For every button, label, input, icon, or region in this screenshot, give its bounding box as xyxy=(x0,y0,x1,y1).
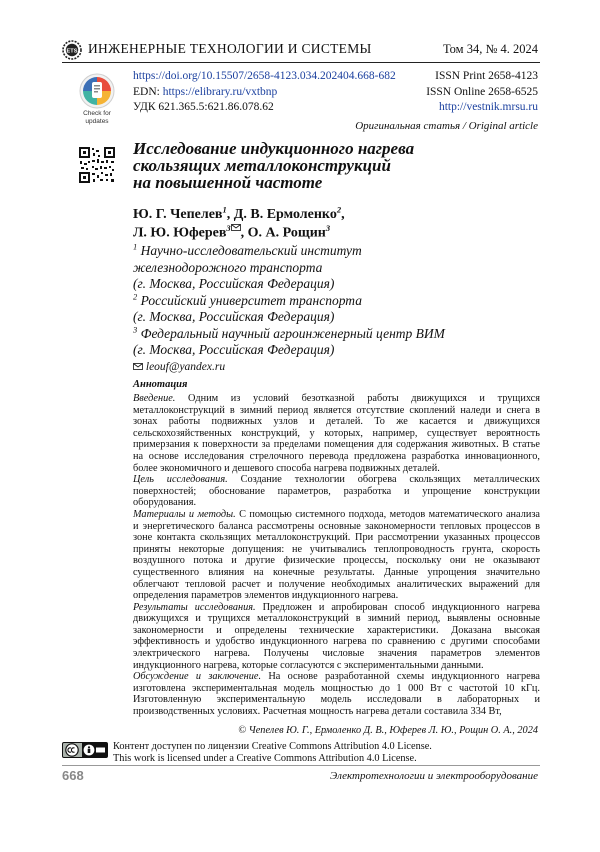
abstract-label: Обсуждение и заключение. xyxy=(133,671,262,683)
license-en: This work is licensed under a Creative Commons Attribution 4.0 License. xyxy=(113,753,417,764)
issn-block xyxy=(426,69,538,116)
affil-sup: 1 xyxy=(133,241,138,252)
affil-sup: 3 xyxy=(133,324,138,334)
volume-issue: Том 34, № 4. 2024 xyxy=(442,42,538,56)
article-meta xyxy=(133,69,396,116)
title-line: Исследование индукционного нагрева xyxy=(133,139,415,158)
abstract-label: Результаты исследования. xyxy=(133,601,256,613)
edn-label: EDN: xyxy=(133,85,163,98)
affil-line: Федеральный научный агроинженерный центр ВИМ xyxy=(137,325,445,341)
abstract-label: Цель исследования. xyxy=(133,474,228,486)
affil-line: Научно-исследовательский институт xyxy=(137,243,362,258)
journal-logo-icon xyxy=(62,40,82,60)
abstract-body xyxy=(133,393,540,718)
author-email[interactable]: leouf@yandex.ru xyxy=(143,360,226,373)
copyright-notice: © Чепелев Ю. Г., Ермоленко Д. В., Юферев Л. Ю., Рощин О. А., 2024 xyxy=(238,725,538,736)
issn-online: ISSN Online 2658-6525 xyxy=(426,85,538,98)
footer-section: Электротехнологии и электрооборудование xyxy=(329,770,538,782)
cc-by-license-icon[interactable] xyxy=(62,742,108,758)
abstract-text: С помощью системного подхода, методов математического анализа и энергетического баланса рассмотрены основные закономерности тепловых процессов в зоне контакта скользящих металлоконструкций. При рассмотрении указанных процессов приняты некоторые допущения: не учитывались теплопроводность грунта, скорость воздушного потока и другие физические процессы, поскольку они не оказывают существенного влияния на конечные результаты. Данные упрощения значительно облегчают тепловой расчет и получение необходимых аналитических выражений для определения параметров элементов индукционного нагрева. xyxy=(133,508,540,602)
abstract-heading: Аннотация xyxy=(133,379,188,390)
qr-code-icon xyxy=(78,146,116,184)
title-line: на повышенной частоте xyxy=(133,173,323,192)
affil-line: (г. Москва, Российская Федерация) xyxy=(133,342,335,357)
affil-line: (г. Москва, Российская Федерация) xyxy=(133,309,335,324)
journal-title: ИНЖЕНЕРНЫЕ ТЕХНОЛОГИИ И СИСТЕМЫ xyxy=(88,41,372,56)
author-name: Д. В. Ермоленко xyxy=(233,207,337,222)
author-sup: 3 xyxy=(325,223,331,233)
abstract-label: Материалы и методы. xyxy=(133,508,236,520)
journal-site-link[interactable]: http://vestnik.mrsu.ru xyxy=(438,101,538,113)
check-for-updates-label[interactable]: Check for updates xyxy=(83,110,111,125)
envelope-icon xyxy=(133,361,143,373)
abstract-text: Создание технологии обогрева скользящих металлических поверхностей; обоснование параметров, разработка и упрощение конструкции оборудования. xyxy=(133,474,541,509)
license-ru: Контент доступен по лицензии Creative Commons Attribution 4.0 License. xyxy=(113,741,432,752)
article-title xyxy=(133,140,473,191)
affil-line: Российский университет транспорта xyxy=(137,292,362,308)
author-sup: 2 xyxy=(336,204,342,215)
affil-line: железнодорожного транспорта xyxy=(133,259,323,275)
authors: Ю. Г. Чепелев$^1$, Д. В. Ермоленко$^2$, Л. Ю. Юферев$^3$ , О. А. Рощин$^3$ xyxy=(133,204,345,241)
affiliations xyxy=(133,243,533,375)
author-sup: 3 xyxy=(226,223,231,233)
title-line: скользящих металлоконструкций xyxy=(133,156,391,175)
author-name: Л. Ю. Юферев xyxy=(133,225,227,241)
abstract-text: Одним из условий безотказной работы движущихся и трущихся металлоконструкций в зимний период является отсутствие скоплений наледи и снега в зонах работы подвижных узлов и деталей. То же касается и движущихся сельскохозяйственных конструкций, у которых, например, существует вероятность примерзания к поверхности за пределами помещения для содержания животных. В статье на основе исследования стрелочного перевода предложена разработка инновационного, более экономичного и дешевого способа нагрева подвижных деталей. xyxy=(133,393,540,474)
abstract-text: На основе разработанной схемы индукционного нагрева изготовлена экспериментальная модель мощностью до 1 000 Вт с частотой 10 кГц. Изготовленную экспериментальную модель исследовали в лабораторных и производственных условиях. Расчетная мощность нагрева детали составила 334 Вт, xyxy=(133,671,540,718)
check-for-updates-icon[interactable] xyxy=(78,72,116,110)
license-text xyxy=(113,741,432,765)
author-sup: 1 xyxy=(222,204,227,215)
abstract-text: Предложен и апробирован способ индукционного нагрева движущихся и трущихся металлоконструкций в зимний период, выявлены основные закономерности и определены технические характеристики. Доказана высокая эффективность и удобство индукционного нагрева по сравнению с другими способами электрического нагрева. Получены числовые значения параметров элементов индукционного нагрева, которые согласуются с экспериментальными данными. xyxy=(133,601,540,671)
affil-line: (г. Москва, Российская Федерация) xyxy=(133,276,335,291)
envelope-icon xyxy=(231,223,241,233)
abstract-label: Введение. xyxy=(133,393,176,404)
doi-link[interactable]: https://doi.org/10.15507/2658-4123.034.202404.668-682 xyxy=(133,70,396,82)
author-name: Ю. Г. Чепелев xyxy=(133,207,223,222)
article-type: Оригинальная статья / Original article xyxy=(355,120,538,132)
affil-sup: 2 xyxy=(133,291,138,301)
udk-code: УДК 621.365.5:621.86.078.62 xyxy=(133,101,274,113)
page-number: 668 xyxy=(62,768,84,783)
author-name: О. А. Рощин xyxy=(247,225,326,241)
footer-divider xyxy=(62,765,540,766)
logo-text: ETS xyxy=(66,48,78,55)
edn-link[interactable]: https://elibrary.ru/vxtbnp xyxy=(162,85,278,98)
issn-print: ISSN Print 2658-4123 xyxy=(435,70,538,82)
header-divider xyxy=(62,62,540,63)
